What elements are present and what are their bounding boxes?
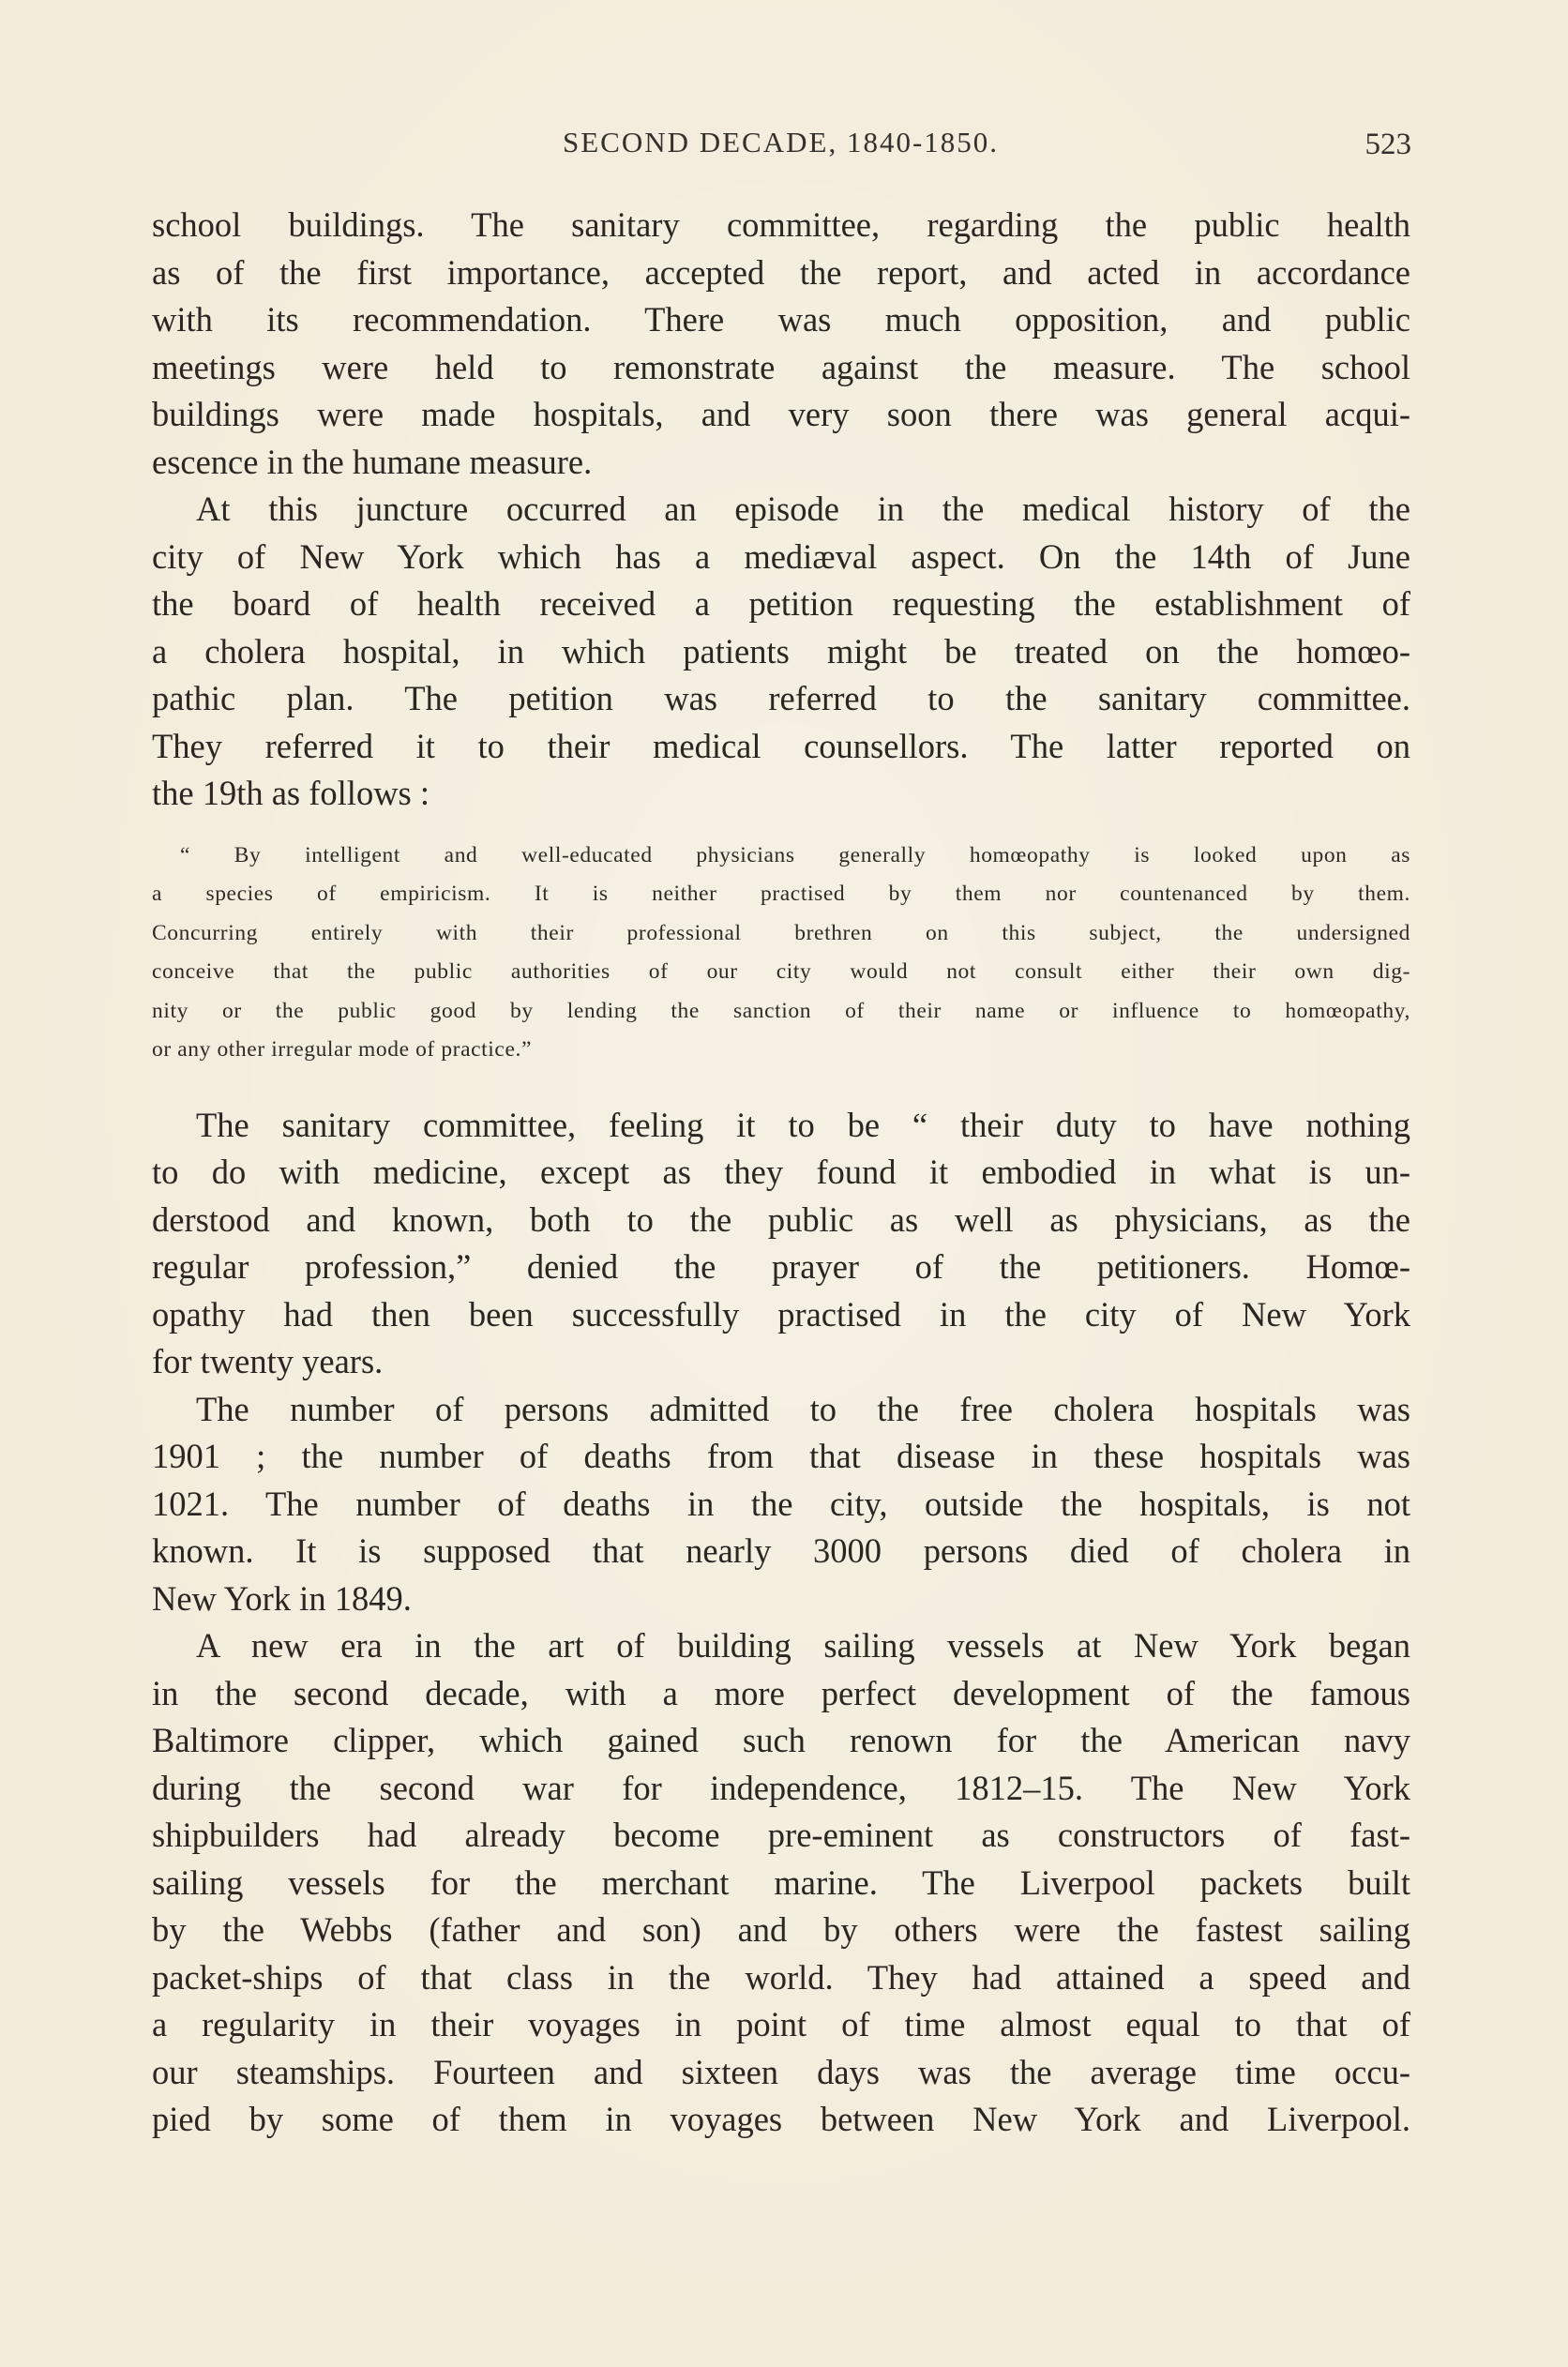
- text-line: At this juncture occurred an episode in the medical history of the: [196, 490, 1410, 528]
- quote-line: nity or the public good by lending the sanction of their name or influence to homœopathy,: [152, 998, 1410, 1023]
- text-line: for twenty years.: [152, 1342, 384, 1380]
- text-line: New York in 1849.: [152, 1578, 412, 1618]
- text-line: during the second war for independence, 1812–15. The New York: [152, 1768, 1410, 1807]
- text-line: derstood and known, both to the public as well as physicians, as the: [152, 1199, 1410, 1239]
- paragraph: [152, 1386, 1410, 1623]
- text-line: Baltimore clipper, which gained such renown for the American navy: [152, 1721, 1410, 1759]
- page-number: 523: [1364, 128, 1411, 161]
- text-line: a cholera hospital, in which patients might be treated on the homœo-: [152, 631, 1410, 671]
- text-line: our steamships. Fourteen and sixteen days was the average time occu-: [152, 2052, 1410, 2091]
- quote-line: conceive that the public authorities of our city would not consult either their own dig-: [152, 959, 1410, 984]
- paragraph: [152, 1102, 1410, 1386]
- text-line: in the second decade, with a more perfect development of the famous: [152, 1673, 1410, 1712]
- paragraph: [152, 202, 1410, 486]
- text-line: The sanitary committee, feeling it to be “ their duty to have nothing: [196, 1105, 1410, 1144]
- text-line: They referred it to their medical counsellors. The latter reported on: [152, 726, 1410, 765]
- text-line: A new era in the art of building sailing vessels at New York began: [196, 1626, 1410, 1665]
- text-line: as of the first importance, accepted the report, and acted in accordance: [152, 252, 1410, 292]
- text-line: with its recommendation. There was much opposition, and public: [152, 300, 1410, 339]
- text-line: school buildings. The sanitary committee, regarding the public health: [152, 205, 1410, 244]
- quote-line: or any other irregular mode of practice.”: [152, 1037, 532, 1062]
- text-line: by the Webbs (father and son) and by others were the fastest sailing: [152, 1910, 1410, 1949]
- body-text: [152, 202, 1410, 2144]
- text-line: The number of persons admitted to the free cholera hospitals was: [196, 1389, 1410, 1428]
- text-line: city of New York which has a mediæval aspect. On the 14th of June: [152, 536, 1410, 576]
- quote-line: “ By intelligent and well-educated physicians generally homœopathy is looked upon as: [180, 842, 1410, 867]
- text-line: 1901 ; the number of deaths from that disease in these hospitals was: [152, 1437, 1410, 1475]
- text-line: packet-ships of that class in the world. They had attained a speed and: [152, 1957, 1410, 1997]
- text-line: the board of health received a petition requesting the establishment of: [152, 584, 1410, 623]
- text-line: regular profession,” denied the prayer of the petitioners. Homœ-: [152, 1247, 1410, 1286]
- quote-line: Concurring entirely with their professional brethren on this subject, the undersigned: [152, 920, 1410, 945]
- text-line: 1021. The number of deaths in the city, outside the hospitals, is not: [152, 1484, 1410, 1523]
- text-line: a regularity in their voyages in point of time almost equal to that of: [152, 2005, 1410, 2043]
- text-line: sailing vessels for the merchant marine. The Liverpool packets built: [152, 1862, 1410, 1902]
- text-line: opathy had then been successfully practised in the city of New York: [152, 1294, 1410, 1334]
- text-line: pied by some of them in voyages between New York and Liverpool.: [152, 2100, 1410, 2138]
- block-quote: [152, 837, 1410, 1070]
- text-line: meetings were held to remonstrate against the measure. The school: [152, 347, 1410, 386]
- paragraph: [152, 486, 1410, 818]
- text-line: pathic plan. The petition was referred to the sanitary committee.: [152, 679, 1410, 717]
- text-line: shipbuilders had already become pre-eminent as constructors of fast-: [152, 1816, 1410, 1854]
- text-line: known. It is supposed that nearly 3000 persons died of cholera in: [152, 1531, 1410, 1570]
- text-line: the 19th as follows :: [152, 774, 430, 812]
- text-line: to do with medicine, except as they found it embodied in what is un-: [152, 1153, 1410, 1191]
- quote-line: a species of empiricism. It is neither practised by them nor countenanced by them.: [152, 882, 1410, 906]
- text-line: escence in the humane measure.: [152, 442, 593, 481]
- text-line: buildings were made hospitals, and very soon there was general acqui-: [152, 395, 1410, 433]
- running-head: [150, 120, 1411, 167]
- paragraph: [152, 1622, 1410, 2144]
- running-title: SECOND DECADE, 1840-1850.: [562, 126, 1000, 158]
